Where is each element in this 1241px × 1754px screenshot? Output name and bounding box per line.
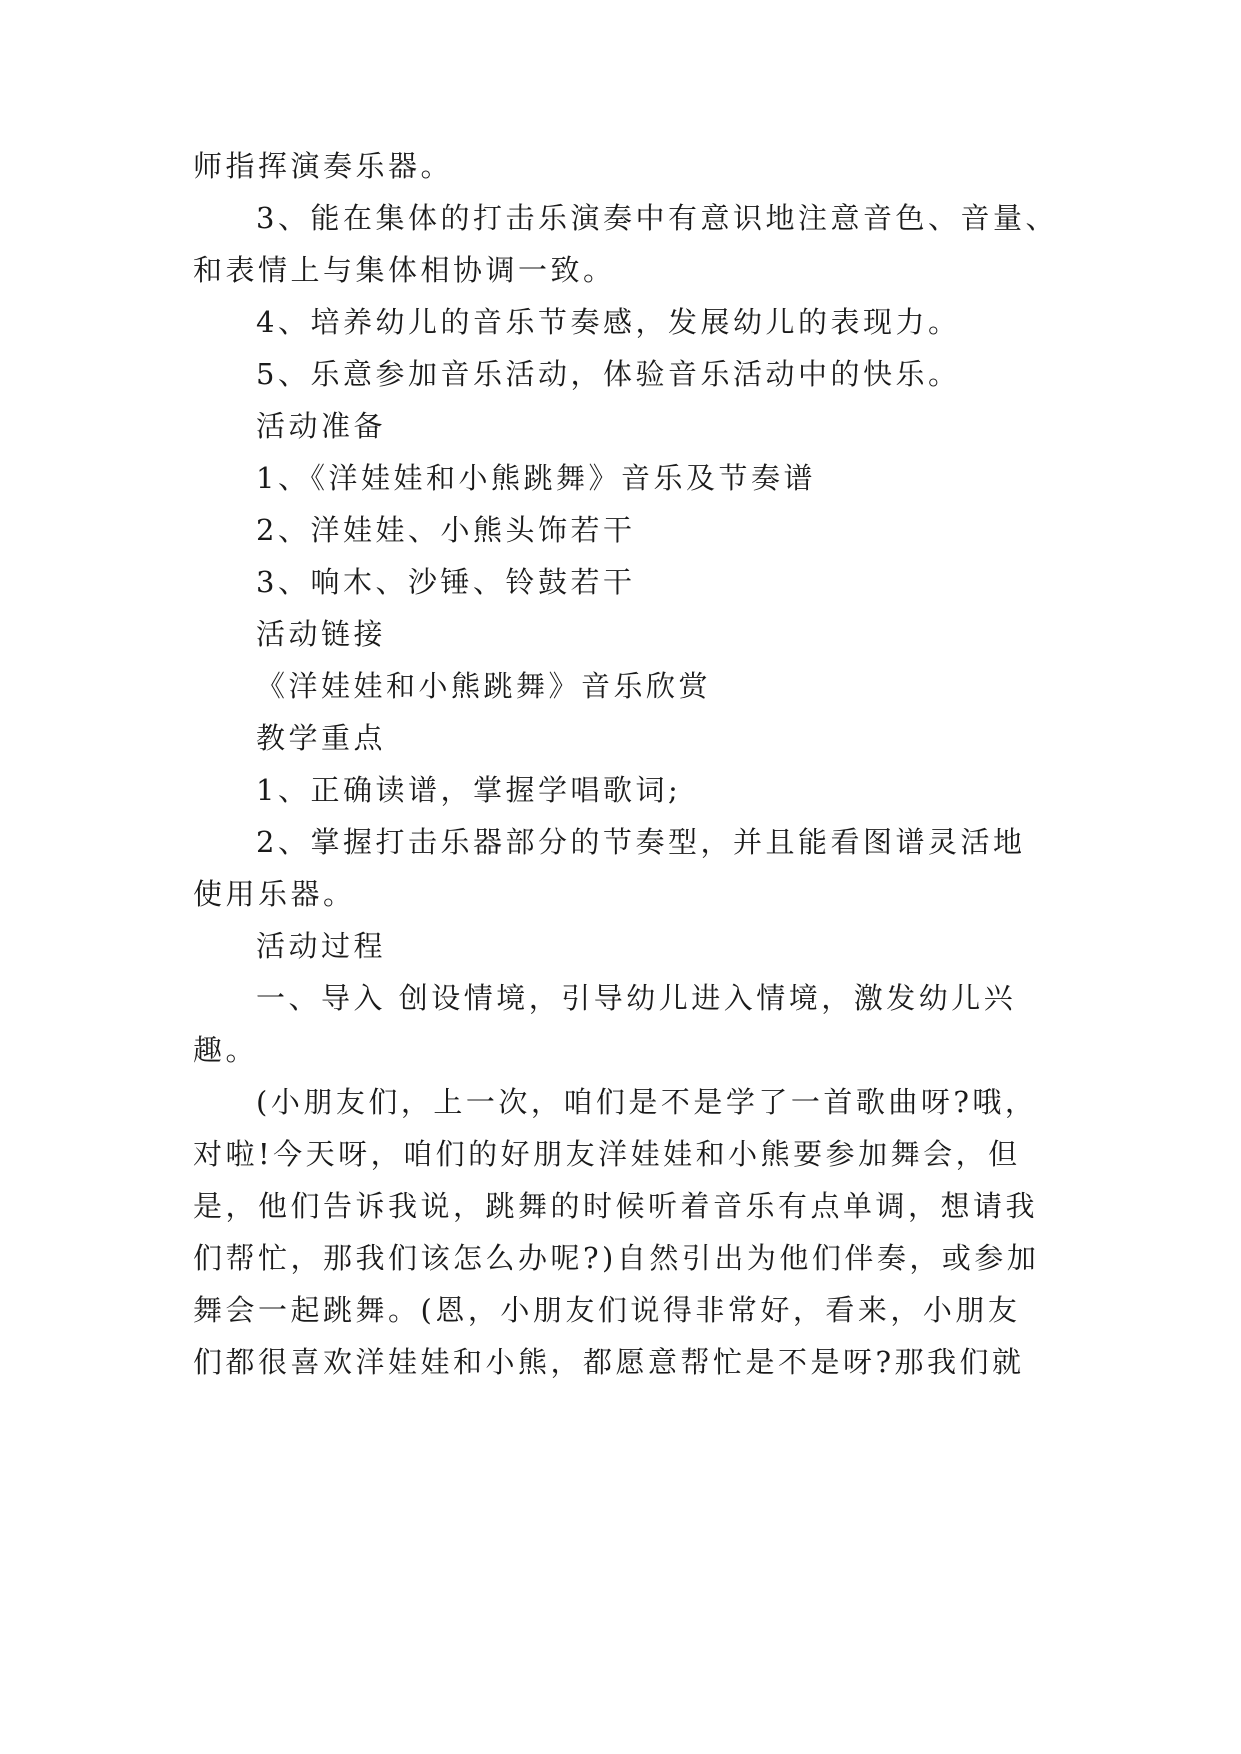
- text-line: 舞会一起跳舞。(恩，小朋友们说得非常好，看来，小朋友: [193, 1293, 1021, 1327]
- text-line: 4、培养幼儿的音乐节奏感，发展幼儿的表现力。: [256, 305, 961, 339]
- text-line: 们帮忙，那我们该怎么办呢?)自然引出为他们伴奏，或参加: [193, 1241, 1040, 1275]
- text-line: 1、正确读谱，掌握学唱歌词;: [256, 773, 682, 807]
- section-heading: 活动过程: [256, 929, 387, 963]
- text-line: 《洋娃娃和小熊跳舞》音乐欣赏: [256, 669, 712, 703]
- text-line: 3、能在集体的打击乐演奏中有意识地注意音色、音量、: [256, 201, 1058, 235]
- text-line: 和表情上与集体相协调一致。: [193, 253, 616, 287]
- text-line: 3、响木、沙锤、铃鼓若干: [256, 565, 636, 599]
- text-line: (小朋友们，上一次，咱们是不是学了一首歌曲呀?哦，: [256, 1085, 1038, 1119]
- section-heading: 活动链接: [256, 617, 387, 651]
- text-line: 们都很喜欢洋娃娃和小熊，都愿意帮忙是不是呀?那我们就: [193, 1345, 1025, 1379]
- text-line: 师指挥演奏乐器。: [193, 149, 454, 183]
- text-line: 2、洋娃娃、小熊头饰若干: [256, 513, 636, 547]
- section-heading: 活动准备: [256, 409, 387, 443]
- text-line: 使用乐器。: [193, 877, 356, 911]
- text-line: 5、乐意参加音乐活动，体验音乐活动中的快乐。: [256, 357, 961, 391]
- text-line: 是，他们告诉我说，跳舞的时候听着音乐有点单调，想请我: [193, 1189, 1039, 1223]
- text-line: 趣。: [193, 1033, 259, 1067]
- text-line: 一、导入 创设情境，引导幼儿进入情境，激发幼儿兴: [256, 981, 1017, 1015]
- text-line: 2、掌握打击乐器部分的节奏型，并且能看图谱灵活地: [256, 825, 1026, 859]
- section-heading: 教学重点: [256, 721, 387, 755]
- text-line: 1、《洋娃娃和小熊跳舞》音乐及节奏谱: [256, 461, 816, 495]
- text-line: 对啦!今天呀，咱们的好朋友洋娃娃和小熊要参加舞会，但: [193, 1137, 1021, 1171]
